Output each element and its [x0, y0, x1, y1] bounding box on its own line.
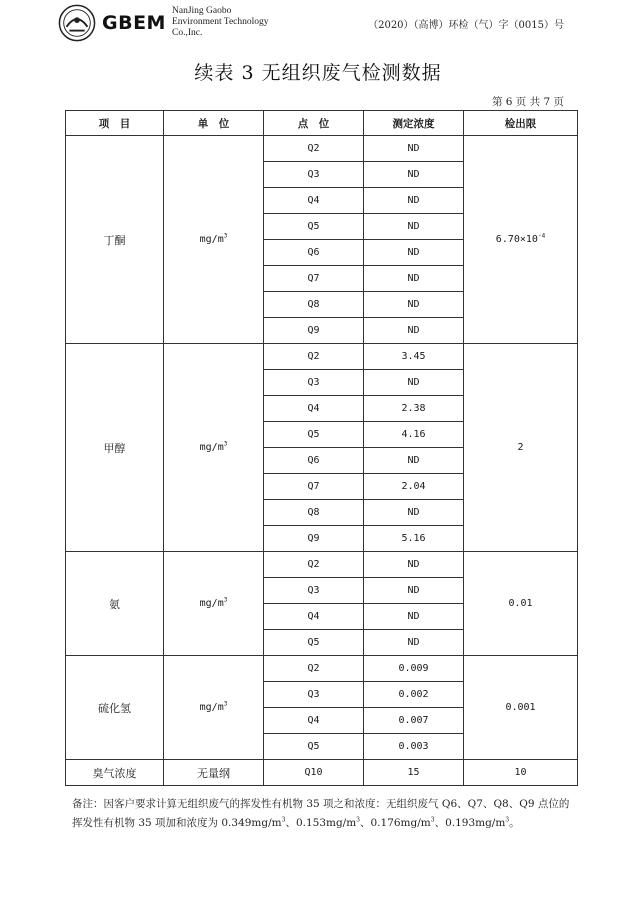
table-row	[66, 760, 578, 786]
point-cell: Q5	[264, 214, 364, 240]
concentration-cell: ND	[364, 370, 464, 396]
monitoring-data-table	[65, 110, 578, 786]
concentration-cell: 0.003	[364, 734, 464, 760]
table-header-row	[66, 111, 578, 136]
concentration-cell: ND	[364, 240, 464, 266]
unit-text: mg/m	[199, 598, 224, 609]
company-logo-icon	[58, 4, 96, 42]
unit-text: mg/m	[199, 702, 224, 713]
company-name	[172, 6, 269, 39]
point-cell: Q2	[264, 136, 364, 162]
point-cell: Q5	[264, 630, 364, 656]
point-cell: Q9	[264, 526, 364, 552]
detection-limit-cell: $6.70\times 10^{-4}$	[464, 136, 578, 344]
unit-text: mg/m	[199, 442, 224, 453]
concentration-cell: ND	[364, 578, 464, 604]
column-header: 项 目	[66, 111, 164, 136]
point-cell: Q3	[264, 682, 364, 708]
point-cell: Q3	[264, 578, 364, 604]
concentration-cell: ND	[364, 318, 464, 344]
item-name-cell: 臭气浓度	[66, 760, 164, 786]
column-header: 点 位	[264, 111, 364, 136]
concentration-cell: 0.007	[364, 708, 464, 734]
point-cell: Q2	[264, 656, 364, 682]
logo-text: GBEM	[102, 12, 166, 34]
column-header: 检出限	[464, 111, 578, 136]
unit-cell: $mg/m^3$	[164, 344, 264, 552]
concentration-cell: ND	[364, 188, 464, 214]
detection-limit-cell	[464, 552, 578, 656]
concentration-cell: ND	[364, 500, 464, 526]
company-line: NanJing Gaobo	[172, 6, 232, 16]
concentration-cell: ND	[364, 448, 464, 474]
point-cell: Q8	[264, 292, 364, 318]
limit-text: 2	[517, 442, 524, 453]
concentration-cell: ND	[364, 292, 464, 318]
unit-cell: $mg/m^3$	[164, 656, 264, 760]
limit-text: 10	[514, 767, 527, 778]
point-cell: Q4	[264, 604, 364, 630]
limit-text: 0.01	[508, 598, 533, 609]
point-cell: Q6	[264, 448, 364, 474]
concentration-cell: ND	[364, 604, 464, 630]
point-cell: Q7	[264, 266, 364, 292]
detection-limit-cell	[464, 656, 578, 760]
point-cell: Q8	[264, 500, 364, 526]
point-cell: Q4	[264, 396, 364, 422]
table-row	[66, 552, 578, 578]
report-number: （2020）（高博）环检（气）字（0015）号	[368, 20, 564, 31]
point-cell: Q3	[264, 162, 364, 188]
detection-limit-cell	[464, 760, 578, 786]
limit-text: 0.001	[505, 702, 536, 713]
concentration-cell: 2.04	[364, 474, 464, 500]
table-row	[66, 344, 578, 370]
column-header: 单 位	[164, 111, 264, 136]
concentration-cell: ND	[364, 552, 464, 578]
concentration-cell: 2.38	[364, 396, 464, 422]
concentration-cell: ND	[364, 630, 464, 656]
item-name-cell: 氨	[66, 552, 164, 656]
table-row	[66, 656, 578, 682]
concentration-cell: 0.002	[364, 682, 464, 708]
page-header	[0, 0, 636, 48]
column-header: 测定浓度	[364, 111, 464, 136]
unit-cell: $mg/m^3$	[164, 136, 264, 344]
remark-note: 备注：因客户要求计算无组织废气的挥发性有机物 35 项之和浓度：无组织废气 Q6、Q7、Q8、Q9 点位的挥发性有机物 35 项加和浓度为 $0.349mg/m^3$、$0.153mg/m^3$、$0.176mg/m^3$、$0.193mg/m^3$。	[72, 798, 570, 829]
note-value: $0.176mg/m^3$	[370, 816, 435, 829]
note-value: $0.193mg/m^3$	[445, 816, 510, 829]
unit-cell	[164, 760, 264, 786]
company-line: Environment Technology	[172, 17, 269, 27]
concentration-cell: 3.45	[364, 344, 464, 370]
point-cell: Q5	[264, 422, 364, 448]
concentration-cell: ND	[364, 266, 464, 292]
detection-limit-cell	[464, 344, 578, 552]
limit-text: 6.70×10	[495, 234, 538, 245]
concentration-cell: ND	[364, 214, 464, 240]
concentration-cell: 4.16	[364, 422, 464, 448]
note-text: 备注：因客户要求计算无组织废气的挥发性有机物 35 项之和浓度：无组织废气 Q6、Q7、Q8、Q9 点位的挥发性有机物 35 项加和浓度为	[72, 798, 570, 829]
point-cell: Q9	[264, 318, 364, 344]
concentration-cell: ND	[364, 136, 464, 162]
unit-text: mg/m	[199, 234, 224, 245]
point-cell: Q7	[264, 474, 364, 500]
point-cell: Q4	[264, 708, 364, 734]
point-cell: Q2	[264, 344, 364, 370]
company-line: Co.,Inc.	[172, 28, 203, 38]
point-cell: Q3	[264, 370, 364, 396]
concentration-cell: 5.16	[364, 526, 464, 552]
item-name-cell: 硫化氢	[66, 656, 164, 760]
item-name-cell: 甲醇	[66, 344, 164, 552]
concentration-cell: 0.009	[364, 656, 464, 682]
concentration-cell: ND	[364, 162, 464, 188]
point-cell: Q10	[264, 760, 364, 786]
point-cell: Q4	[264, 188, 364, 214]
note-value: $0.349mg/m^3$	[221, 816, 286, 829]
item-name-cell: 丁酮	[66, 136, 164, 344]
concentration-cell: 15	[364, 760, 464, 786]
table-row	[66, 136, 578, 162]
point-cell: Q6	[264, 240, 364, 266]
page-title: 续表 3 无组织废气检测数据	[194, 62, 442, 84]
point-cell: Q2	[264, 552, 364, 578]
unit-cell: $mg/m^3$	[164, 552, 264, 656]
table-body	[66, 136, 578, 786]
unit-text: 无量纲	[197, 766, 230, 780]
page-info: 第 6 页 共 7 页	[491, 96, 564, 108]
point-cell: Q5	[264, 734, 364, 760]
note-value: $0.153mg/m^3$	[295, 816, 360, 829]
